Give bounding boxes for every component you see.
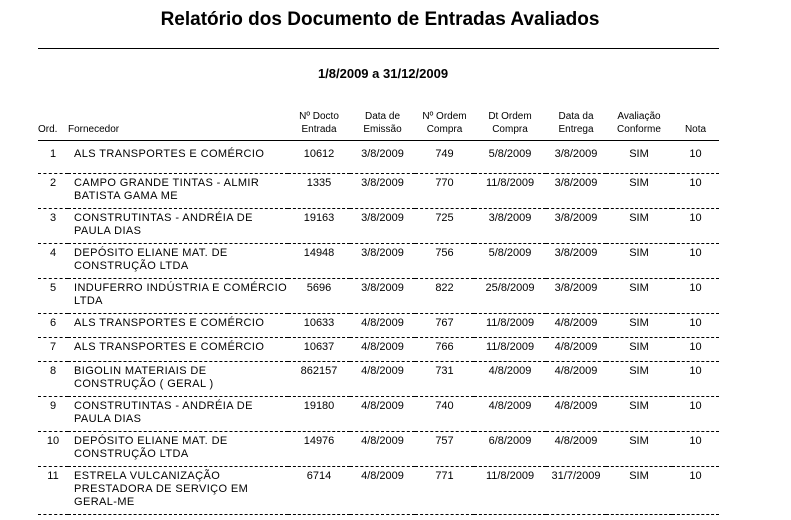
column-header-dt-ordem-line2: Compra — [492, 124, 528, 135]
cell-emissao: 3/8/2009 — [350, 174, 415, 209]
report-title: Relatório dos Documento de Entradas Avaliados — [160, 9, 600, 30]
cell-entrega: 4/8/2009 — [546, 397, 606, 432]
cell-dt-ordem: 11/8/2009 — [474, 467, 546, 515]
cell-nota: 10 — [672, 314, 719, 338]
cell-ord: 9 — [38, 397, 68, 432]
cell-emissao: 4/8/2009 — [350, 362, 415, 397]
cell-ord: 7 — [38, 338, 68, 362]
cell-dt-ordem: 5/8/2009 — [474, 141, 546, 174]
cell-fornecedor: CONSTRUTINTAS - ANDRÉIA DE PAULA DIAS — [68, 209, 288, 244]
column-header-dt-ordem-line1: Dt Ordem — [488, 111, 532, 122]
table-header-row — [38, 110, 719, 141]
cell-ord: 2 — [38, 174, 68, 209]
cell-avaliacao: SIM — [606, 467, 672, 515]
cell-fornecedor: CONSTRUTINTAS - ANDRÉIA DE PAULA DIAS — [68, 397, 288, 432]
table-row — [38, 432, 719, 467]
cell-dt-ordem: 11/8/2009 — [474, 338, 546, 362]
cell-dt-ordem: 4/8/2009 — [474, 362, 546, 397]
cell-dt-ordem: 4/8/2009 — [474, 397, 546, 432]
cell-entrega: 4/8/2009 — [546, 314, 606, 338]
cell-fornecedor: DEPÓSITO ELIANE MAT. DE CONSTRUÇÃO LTDA — [68, 244, 288, 279]
cell-docto: 19180 — [288, 397, 350, 432]
cell-nota: 10 — [672, 141, 719, 174]
cell-docto: 19163 — [288, 209, 350, 244]
cell-docto: 862157 — [288, 362, 350, 397]
table-row — [38, 174, 719, 209]
cell-nota: 10 — [672, 174, 719, 209]
table-row — [38, 279, 719, 314]
column-header-ordem-line2: Compra — [426, 124, 463, 135]
cell-entrega: 3/8/2009 — [546, 244, 606, 279]
cell-docto: 1335 — [288, 174, 350, 209]
column-header-emissao-line1: Data de — [364, 111, 401, 122]
cell-docto: 10612 — [288, 141, 350, 174]
cell-entrega: 4/8/2009 — [546, 432, 606, 467]
cell-ordem: 725 — [415, 209, 474, 244]
cell-nota: 10 — [672, 362, 719, 397]
column-header-ordem — [415, 110, 474, 141]
cell-ord: 11 — [38, 467, 68, 515]
cell-fornecedor: INDUFERRO INDÚSTRIA E COMÉRCIO LTDA — [68, 279, 288, 314]
cell-avaliacao: SIM — [606, 174, 672, 209]
cell-ord: 1 — [38, 141, 68, 174]
cell-avaliacao: SIM — [606, 362, 672, 397]
cell-emissao: 3/8/2009 — [350, 244, 415, 279]
column-header-entrega-line2: Entrega — [558, 124, 594, 135]
cell-ordem: 766 — [415, 338, 474, 362]
cell-dt-ordem: 3/8/2009 — [474, 209, 546, 244]
cell-ordem: 749 — [415, 141, 474, 174]
cell-nota: 10 — [672, 397, 719, 432]
cell-dt-ordem: 11/8/2009 — [474, 314, 546, 338]
cell-avaliacao: SIM — [606, 209, 672, 244]
cell-emissao: 3/8/2009 — [350, 141, 415, 174]
cell-emissao: 4/8/2009 — [350, 467, 415, 515]
cell-entrega: 3/8/2009 — [546, 209, 606, 244]
table-row — [38, 314, 719, 338]
evaluation-table — [38, 110, 719, 515]
table-row — [38, 244, 719, 279]
cell-avaliacao: SIM — [606, 338, 672, 362]
cell-fornecedor: CAMPO GRANDE TINTAS - ALMIR BATISTA GAMA ME — [68, 174, 288, 209]
cell-avaliacao: SIM — [606, 279, 672, 314]
cell-entrega: 3/8/2009 — [546, 141, 606, 174]
cell-dt-ordem: 6/8/2009 — [474, 432, 546, 467]
column-header-ordem-line1: Nº Ordem — [422, 111, 467, 122]
column-header-nota: Nota — [672, 110, 719, 141]
table-row — [38, 141, 719, 174]
cell-emissao: 4/8/2009 — [350, 432, 415, 467]
column-header-docto — [288, 110, 350, 141]
table-row — [38, 338, 719, 362]
table-row — [38, 209, 719, 244]
table-row — [38, 467, 719, 515]
cell-avaliacao: SIM — [606, 141, 672, 174]
cell-avaliacao: SIM — [606, 432, 672, 467]
cell-avaliacao: SIM — [606, 397, 672, 432]
cell-emissao: 4/8/2009 — [350, 338, 415, 362]
cell-ord: 3 — [38, 209, 68, 244]
cell-docto: 6714 — [288, 467, 350, 515]
column-header-avaliacao-line2: Conforme — [617, 124, 661, 135]
cell-dt-ordem: 11/8/2009 — [474, 174, 546, 209]
column-header-docto-line1: Nº Docto — [299, 111, 339, 122]
cell-avaliacao: SIM — [606, 314, 672, 338]
cell-ordem: 822 — [415, 279, 474, 314]
cell-ordem: 756 — [415, 244, 474, 279]
cell-nota: 10 — [672, 244, 719, 279]
column-header-entrega-line1: Data da — [558, 111, 594, 122]
cell-ordem: 770 — [415, 174, 474, 209]
cell-fornecedor: ALS TRANSPORTES E COMÉRCIO — [68, 338, 288, 362]
cell-docto: 10637 — [288, 338, 350, 362]
column-header-emissao — [350, 110, 415, 141]
cell-fornecedor: ESTRELA VULCANIZAÇÃO PRESTADORA DE SERVIÇO EM GERAL-ME — [68, 467, 288, 515]
report-period: 1/8/2009 a 31/12/2009 — [317, 66, 449, 81]
table-row — [38, 397, 719, 432]
cell-ord: 5 — [38, 279, 68, 314]
column-header-ord: Ord. — [38, 110, 68, 141]
cell-docto: 5696 — [288, 279, 350, 314]
cell-emissao: 3/8/2009 — [350, 209, 415, 244]
cell-ordem: 731 — [415, 362, 474, 397]
cell-entrega: 3/8/2009 — [546, 174, 606, 209]
cell-nota: 10 — [672, 432, 719, 467]
cell-nota: 10 — [672, 467, 719, 515]
column-header-fornecedor: Fornecedor — [68, 110, 288, 141]
cell-dt-ordem: 5/8/2009 — [474, 244, 546, 279]
table-row — [38, 362, 719, 397]
column-header-docto-line2: Entrada — [301, 124, 337, 135]
cell-fornecedor: DEPÓSITO ELIANE MAT. DE CONSTRUÇÃO LTDA — [68, 432, 288, 467]
cell-emissao: 4/8/2009 — [350, 397, 415, 432]
cell-ord: 8 — [38, 362, 68, 397]
column-header-avaliacao-line1: Avaliação — [617, 111, 661, 122]
cell-ord: 4 — [38, 244, 68, 279]
cell-entrega: 4/8/2009 — [546, 338, 606, 362]
cell-fornecedor: ALS TRANSPORTES E COMÉRCIO — [68, 141, 288, 174]
cell-ordem: 771 — [415, 467, 474, 515]
cell-avaliacao: SIM — [606, 244, 672, 279]
column-header-emissao-line2: Emissão — [363, 124, 402, 135]
cell-docto: 10633 — [288, 314, 350, 338]
cell-docto: 14976 — [288, 432, 350, 467]
cell-ord: 10 — [38, 432, 68, 467]
column-header-entrega — [546, 110, 606, 141]
column-header-avaliacao — [606, 110, 672, 141]
cell-entrega: 3/8/2009 — [546, 279, 606, 314]
cell-ord: 6 — [38, 314, 68, 338]
cell-ordem: 767 — [415, 314, 474, 338]
cell-ordem: 740 — [415, 397, 474, 432]
cell-emissao: 3/8/2009 — [350, 279, 415, 314]
cell-nota: 10 — [672, 338, 719, 362]
cell-dt-ordem: 25/8/2009 — [474, 279, 546, 314]
cell-ordem: 757 — [415, 432, 474, 467]
cell-entrega: 31/7/2009 — [546, 467, 606, 515]
cell-entrega: 4/8/2009 — [546, 362, 606, 397]
cell-fornecedor: BIGOLIN MATERIAIS DE CONSTRUÇÃO ( GERAL ) — [68, 362, 288, 397]
title-divider — [38, 48, 719, 49]
cell-nota: 10 — [672, 209, 719, 244]
cell-docto: 14948 — [288, 244, 350, 279]
cell-nota: 10 — [672, 279, 719, 314]
cell-emissao: 4/8/2009 — [350, 314, 415, 338]
cell-fornecedor: ALS TRANSPORTES E COMÉRCIO — [68, 314, 288, 338]
column-header-dt-ordem — [474, 110, 546, 141]
